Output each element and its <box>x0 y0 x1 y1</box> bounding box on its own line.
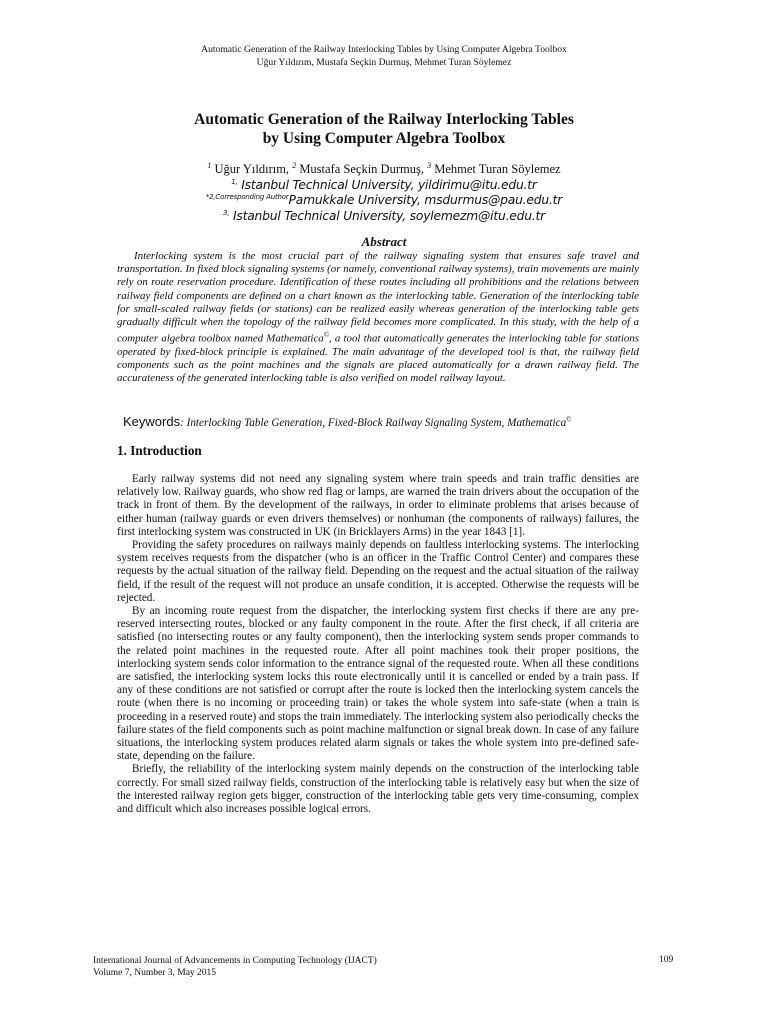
affiliation-2-text: Pamukkale University, msdurmus@pau.edu.tr <box>288 193 563 208</box>
affiliation-1-marker: 1, <box>231 178 238 186</box>
affiliation-3 <box>0 206 768 224</box>
paragraph: Early railway systems did not need any signaling system where train speeds and train traffic densities are relatively low. Railway guards, who show red flag or lamps, are warned the train drivers about the occupation of the track in front of them. By the development of the railways, in order to eliminate problems that arises because of either human (railway guards or even drivers themselves) or nonhuman (the components of railways) failures, the first interlocking system was constructed in UK (in Bricklayers Arms) in the year 1843 [1]. <box>117 473 639 538</box>
paper-title-line-1: Automatic Generation of the Railway Interlocking Tables <box>194 111 574 128</box>
page-number: 109 <box>659 955 674 965</box>
paragraph: By an incoming route request from the dispatcher, the interlocking system first checks if there are any pre-reserved intersecting routes, blocked or any faulty component in the route. After the first check, if all criteria are satisfied (no intersecting routes or any faulty component), then the interlocking system sends proper commands to the related point machines in the requested route. After all point machines took their proper positions, the interlocking system sends color information to the entrance signal of the requested route. When all these conditions are satisfied, the interlocking system locks this route electronically until it is cancelled or ended by a train pass. If any of these conditions are not satisfied or corrupt after the route is locked then the interlocking system cancels the route (when there is no incoming or proceeding train) or takes the whole system into safe-state (when a train is proceeding in a reserved route) and stops the train immediately. The interlocking system also periodically checks the failure states of the field components such as point machine malfunction or signal break down. In case of any failure situations, the interlocking system produces related alarm signals or takes the whole system into pre-defined safe-state, depending on the failure. <box>117 605 639 763</box>
keywords-copyright-mark: © <box>566 415 572 424</box>
running-head <box>0 43 768 69</box>
affiliation-2-marker: *2,Corresponding Author <box>205 193 289 201</box>
abstract-heading: Abstract <box>361 234 407 249</box>
journal-name: International Journal of Advancements in Computing Technology (IJACT) <box>93 956 377 966</box>
affiliation-1-text: Istanbul Technical University, yildirimu@itu.edu.tr <box>241 178 537 193</box>
author-2-marker: 2 <box>292 161 297 170</box>
running-head-title: Automatic Generation of the Railway Interlocking Tables by Using Computer Algebra Toolbox <box>201 44 567 55</box>
author-3-marker: 3 <box>427 161 432 170</box>
author-1: Uğur Yıldırım, <box>214 162 290 177</box>
author-2: Mustafa Seçkin Durmuş, <box>299 162 424 177</box>
journal-footer <box>93 955 377 979</box>
affiliation-3-text: Istanbul Technical University, soylemezm@itu.edu.tr <box>232 209 546 224</box>
keywords-text: : Interlocking Table Generation, Fixed-Block Railway Signaling System, Mathematica <box>180 417 567 429</box>
abstract-text-part-1: Interlocking system is the most crucial part of the railway signaling system that ensures safe travel and transportation. In fixed block signaling systems (or namely, conventional railway systems), train movements are mainly rely on route reservation procedure. Identification of these routes including all prohibitions and the relations between railway field components are defined on a chart known as the interlocking table. Generation of the interlocking table for small-scaled railway fields (or stations) can be realized easily whereas generation of the interlocking table gets gradually difficult when the topology of the railway field becomes more complicated. In this study, with the help of a computer algebra toolbox named Mathematica <box>117 250 639 345</box>
paper-title <box>0 110 768 148</box>
journal-volume: Volume 7, Number 3, May 2015 <box>93 968 217 978</box>
paragraph: Providing the safety procedures on railways mainly depends on faultless interlocking systems. The interlocking system receives requests from the dispatcher (who is an officer in the Traffic Control Center) and compares these requests by the actual situation of the railway field. Depending on the request and the actual situation of the railway field, if the result of the request will not produce an unsafe condition, it is accepted. Otherwise the requests will be rejected. <box>117 539 639 604</box>
author-1-marker: 1 <box>207 161 212 170</box>
author-3: Mehmet Turan Söylemez <box>434 162 561 177</box>
introduction-body <box>117 473 639 816</box>
abstract-copyright-mark: © <box>323 331 330 340</box>
abstract-text-part-2: , a tool that automatically generates the interlocking table for stations operated by fixed-block principle is explained. The main advantage of the developed tool is that, the railway field components such as the point machines and the signals are placed automatically for a drawn railway field. The accurateness of the generated interlocking table is also verified on model railway layout. <box>117 332 639 385</box>
running-head-authors: Uğur Yıldırım, Mustafa Seçkin Durmuş, Mehmet Turan Söylemez <box>256 57 512 68</box>
abstract-body <box>117 250 639 386</box>
affiliation-3-marker: 3, <box>222 209 230 217</box>
keywords-label: Keywords <box>123 414 181 429</box>
paper-title-line-2: by Using Computer Algebra Toolbox <box>262 130 506 147</box>
section-heading-introduction: 1. Introduction <box>117 443 202 458</box>
keywords-line <box>123 414 643 429</box>
paragraph: Briefly, the reliability of the interlocking system mainly depends on the construction of the interlocking table correctly. For small sized railway fields, construction of the interlocking table is relatively easy but when the size of the interested railway region gets bigger, construction of the interlocking table gets very time-consuming, complex and difficult which also increases possible logical errors. <box>117 763 639 816</box>
